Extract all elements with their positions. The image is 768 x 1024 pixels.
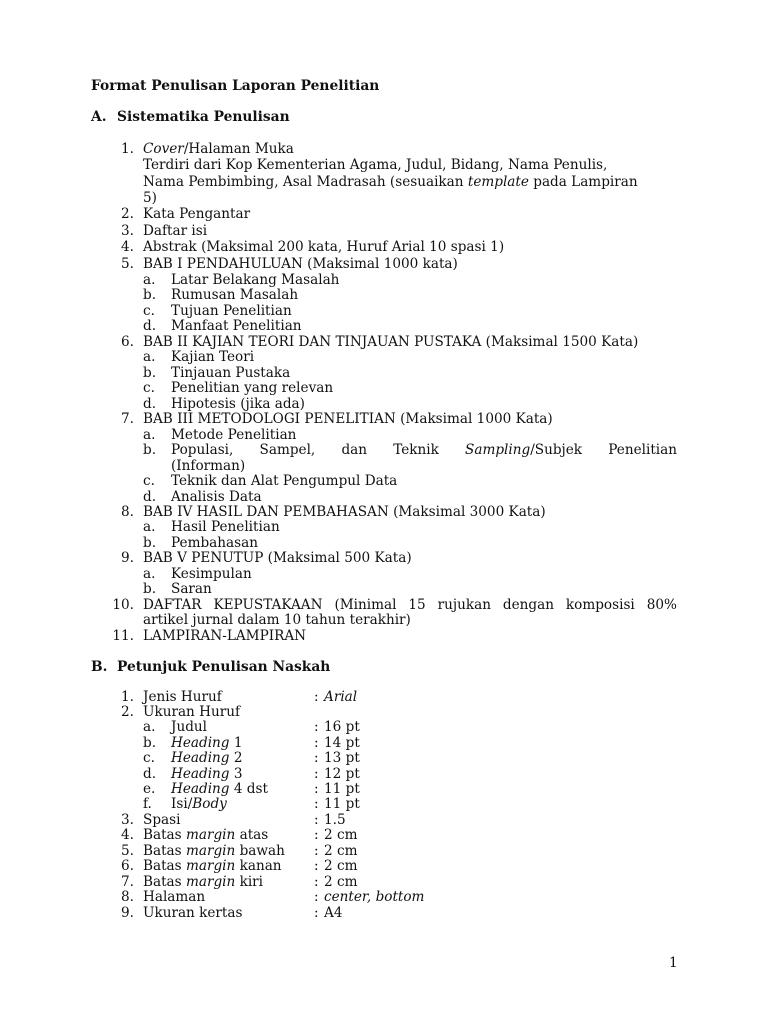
spec-value: 11 pt <box>324 781 360 797</box>
spec-colon: : <box>314 719 319 735</box>
spec-value: 16 pt <box>324 719 360 735</box>
spec-label: Heading 4 dst <box>171 781 268 797</box>
sub-item-letter: b. <box>143 535 157 551</box>
spec-value: Arial <box>324 689 358 705</box>
spec-colon: : <box>314 781 319 797</box>
document-title: Format Penulisan Laporan Penelitian <box>91 78 380 94</box>
sub-item-letter: d. <box>143 318 157 334</box>
spec-label: Spasi <box>143 812 181 828</box>
spec-value: 13 pt <box>324 750 360 766</box>
list-item-text: BAB IV HASIL DAN PEMBAHASAN (Maksimal 3000 Kata) <box>143 504 546 520</box>
spec-value: A4 <box>324 905 343 921</box>
sub-item-letter: a. <box>143 519 156 535</box>
sub-item-letter: f. <box>143 796 152 812</box>
sub-item-letter: b. <box>143 581 157 597</box>
spec-colon: : <box>314 766 319 782</box>
spec-colon: : <box>314 874 319 890</box>
sub-item-letter: a. <box>143 566 156 582</box>
sub-item-letter: b. <box>143 735 157 751</box>
spec-value: 2 cm <box>324 843 358 859</box>
spec-value: center, bottom <box>324 889 425 905</box>
spec-label: Heading 2 <box>171 750 243 766</box>
sub-item-text: Kesimpulan <box>171 566 252 582</box>
sub-item-letter: e. <box>143 781 156 797</box>
spec-label: Jenis Huruf <box>143 689 222 705</box>
spec-value: 12 pt <box>324 766 360 782</box>
section-b-title: Petunjuk Penulisan Naskah <box>117 659 331 675</box>
sub-item-letter: d. <box>143 489 157 505</box>
sub-item-text: (Informan) <box>171 458 246 474</box>
spec-value: 2 cm <box>324 858 358 874</box>
sub-item-letter: d. <box>143 766 157 782</box>
section-a-letter: A. <box>91 109 107 125</box>
list-item-text: BAB V PENUTUP (Maksimal 500 Kata) <box>143 550 412 566</box>
spec-label: Batas margin kanan <box>143 858 282 874</box>
sub-item-text: Hasil Penelitian <box>171 519 280 535</box>
spec-colon: : <box>314 843 319 859</box>
list-item-text: Terdiri dari Kop Kementerian Agama, Judul, Bidang, Nama Penulis, <box>143 157 608 173</box>
sub-item-letter: a. <box>143 272 156 288</box>
section-b-letter: B. <box>91 659 108 675</box>
sub-item-letter: a. <box>143 349 156 365</box>
spec-colon: : <box>314 889 319 905</box>
list-item-text: Kata Pengantar <box>143 206 251 222</box>
sub-item-text: Hipotesis (jika ada) <box>171 396 305 412</box>
list-item-text: artikel jurnal dalam 10 tahun terakhir) <box>143 612 411 628</box>
sub-item-letter: b. <box>143 365 157 381</box>
list-item-text: BAB II KAJIAN TEORI DAN TINJAUAN PUSTAKA (Maksimal 1500 Kata) <box>143 334 639 350</box>
sub-item-letter: c. <box>143 380 155 396</box>
list-item-text: BAB III METODOLOGI PENELITIAN (Maksimal 1000 Kata) <box>143 411 553 427</box>
spec-colon: : <box>314 905 319 921</box>
spec-colon: : <box>314 812 319 828</box>
spec-label: Isi/Body <box>171 796 227 812</box>
sub-item-text: Teknik dan Alat Pengumpul Data <box>171 473 398 489</box>
list-item-text: BAB I PENDAHULUAN (Maksimal 1000 kata) <box>143 256 458 272</box>
spec-colon: : <box>314 827 319 843</box>
spec-label: Halaman <box>143 889 206 905</box>
sub-item-letter: c. <box>143 750 155 766</box>
sub-item-text: Tinjauan Pustaka <box>171 365 291 381</box>
spec-value: 11 pt <box>324 796 360 812</box>
list-item-text: DAFTAR KEPUSTAKAAN (Minimal 15 rujukan dengan komposisi 80% <box>143 597 677 613</box>
spec-label: Batas margin atas <box>143 827 269 843</box>
sub-item-text: Kajian Teori <box>171 349 255 365</box>
list-item-text: LAMPIRAN-LAMPIRAN <box>143 628 307 644</box>
sub-item-text: Tujuan Penelitian <box>171 303 292 319</box>
section-a-heading <box>91 109 290 125</box>
sub-item-letter: d. <box>143 396 157 412</box>
sub-item-text: Populasi, Sampel, dan Teknik Sampling/Subjek Penelitian <box>171 442 677 458</box>
spec-colon: : <box>314 735 319 751</box>
sub-item-letter: a. <box>143 427 156 443</box>
spec-label: Batas margin bawah <box>143 843 285 859</box>
sub-item-letter: c. <box>143 473 155 489</box>
sub-item-text: Latar Belakang Masalah <box>171 272 340 288</box>
sub-item-text: Saran <box>171 581 212 597</box>
section-b-heading <box>91 659 330 675</box>
sub-item-text: Pembahasan <box>171 535 258 551</box>
sub-item-text: Metode Penelitian <box>171 427 297 443</box>
spec-colon: : <box>314 689 319 705</box>
spec-colon: : <box>314 750 319 766</box>
spec-label: Ukuran kertas <box>143 905 243 921</box>
document-page: Format Penulisan Laporan Penelitian A. Sistematika Penulisan 1. Cover/Halaman Muka Terdiri dari Kop Kementerian Agama, Judul, Bidang, Nama Penulis, Nama Pembimbing, Asal Madrasah (sesuaikan template pada Lampiran 5) 2. Kata Pengantar 3. Daftar isi 4. Abstrak (Maksimal 200 kata, Huruf Arial 10 spasi 1) 5. BAB I PENDAHULUAN (Maksimal 1000 kata) a. Latar Belakang Masalah b. Rumusan Masalah c. Tujuan Penelitian d. Manfaat Penelitian 6. BAB II KAJIAN TEORI DAN TINJAUAN PUSTAKA (Maksimal 1500 Kata) a. Kajian Teori b. Tinjauan Pustaka c. Penelitian yang relevan d. Hipotesis (jika ada) 7. BAB III METODOLOGI PENELITIAN (Maksimal 1000 Kata) a. Metode Penelitian b. Populasi, Sampel, dan Teknik Sampling/Subjek Penelitian (Informan) c. Teknik dan Alat Pengumpul Data d. Analisis Data 8. BAB IV HASIL DAN PEMBAHASAN (Maksimal 3000 Kata) a. Hasil Penelitian b. Pembahasan 9. BAB V PENUTUP (Maksimal 500 Kata) a. Kesimpulan b. Saran 10. DAFTAR KEPUSTAKAAN (Minimal 15 rujukan dengan komposisi 80% artikel jurnal dalam 10 tahun terakhir) 11. LAMPIRAN-LAMPIRAN B. Petunjuk Penulisan Naskah 1. Jenis Huruf : Arial 2. Ukuran Huruf a. Judul : 16 pt b. Heading 1 : 14 pt c. Heading 2 : 13 pt d. Heading 3 : 12 pt e. Heading 4 dst : 11 pt f. Isi/Body : 11 pt 3. Spasi : 1.5 4. Batas margin atas : 2 cm 5. Batas margin bawah : 2 cm 6. Batas margin kanan : 2 cm 7. Batas margin kiri : 2 cm 8. Halaman : center, bottom 9. Ukuran kertas : A4 1 <box>91 78 678 971</box>
sub-item-letter: c. <box>143 303 155 319</box>
section-a-title: Sistematika Penulisan <box>117 109 290 125</box>
page-number: 1 <box>669 955 678 971</box>
sub-item-text: Analisis Data <box>171 489 262 505</box>
list-item-text: Daftar isi <box>143 223 208 239</box>
list-item-text: 5) <box>143 190 157 206</box>
spec-value: 2 cm <box>324 827 358 843</box>
spec-label: Heading 1 <box>171 735 243 751</box>
sub-item-text: Penelitian yang relevan <box>171 380 334 396</box>
spec-label: Batas margin kiri <box>143 874 264 890</box>
sub-item-letter: b. <box>143 442 157 458</box>
spec-value: 2 cm <box>324 874 358 890</box>
list-item-text: Nama Pembimbing, Asal Madrasah (sesuaikan template pada Lampiran <box>143 174 638 190</box>
spec-colon: : <box>314 796 319 812</box>
spec-value: 14 pt <box>324 735 360 751</box>
spec-value: 1.5 <box>324 812 346 828</box>
list-item-text: Cover/Halaman Muka <box>143 141 294 157</box>
sub-item-text: Rumusan Masalah <box>171 287 299 303</box>
list-item-text: Abstrak (Maksimal 200 kata, Huruf Arial 10 spasi 1) <box>143 239 505 255</box>
spec-label: Heading 3 <box>171 766 243 782</box>
spec-label: Ukuran Huruf <box>143 704 241 720</box>
sub-item-letter: b. <box>143 287 157 303</box>
sub-item-letter: a. <box>143 719 156 735</box>
spec-colon: : <box>314 858 319 874</box>
spec-label: Judul <box>171 719 208 735</box>
sub-item-text: Manfaat Penelitian <box>171 318 302 334</box>
